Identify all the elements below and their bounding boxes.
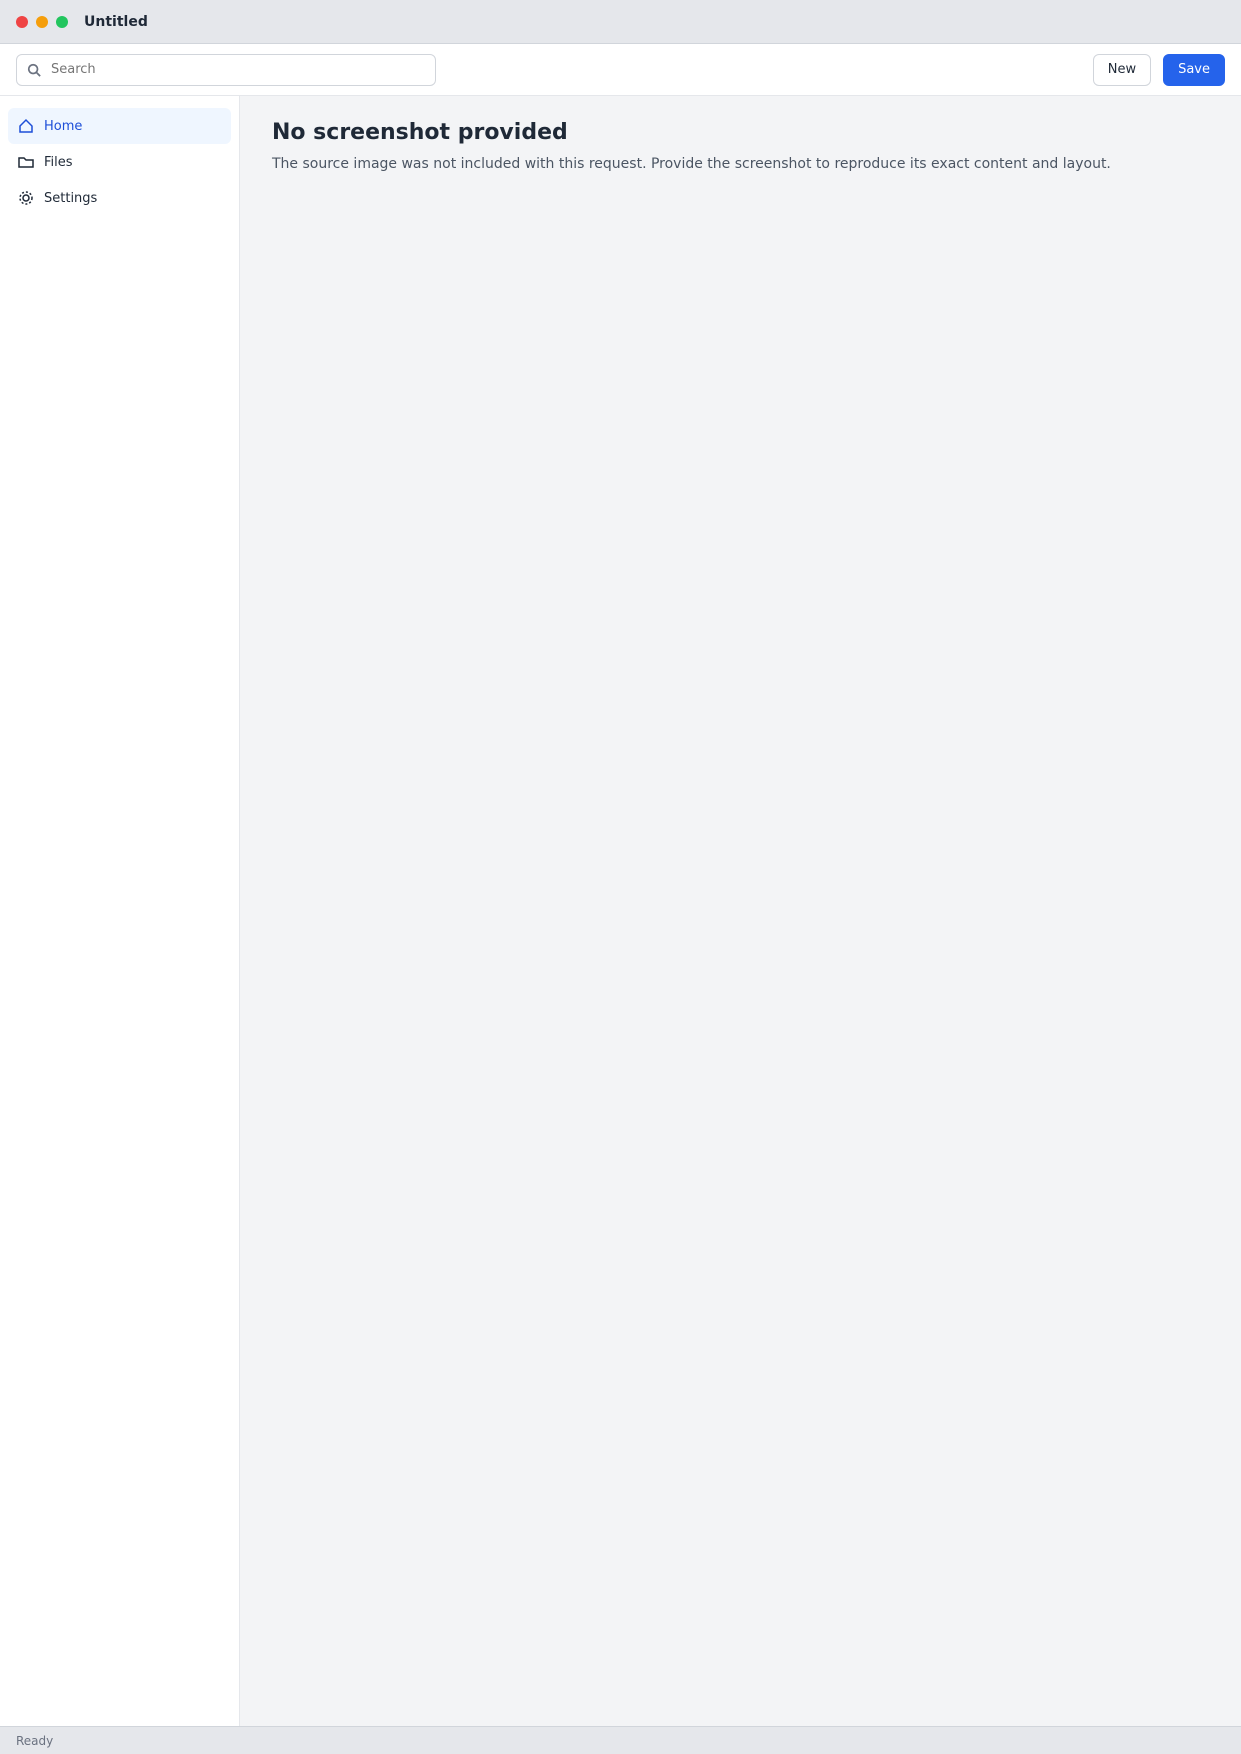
sidebar-item-files[interactable]	[8, 144, 231, 180]
minimize-window-button[interactable]	[36, 16, 48, 28]
search-icon	[27, 63, 41, 77]
maximize-window-button[interactable]	[56, 16, 68, 28]
title-bar	[0, 0, 1241, 44]
search-box[interactable]	[16, 54, 436, 86]
sidebar-item-label: Files	[44, 154, 73, 170]
folder-icon	[18, 154, 34, 170]
sidebar	[0, 96, 240, 1726]
gear-icon	[18, 190, 34, 206]
sidebar-item-label: Settings	[44, 190, 98, 206]
sidebar-item-home[interactable]	[8, 108, 231, 144]
sidebar-item-label: Home	[44, 118, 83, 134]
save-button[interactable]: Save	[1163, 54, 1225, 86]
main-panel	[240, 96, 1241, 1726]
status-text: Ready	[16, 1733, 54, 1748]
page-title: No screenshot provided	[272, 120, 568, 145]
home-icon	[18, 118, 34, 134]
search-input[interactable]	[49, 61, 425, 78]
content-area	[0, 96, 1241, 1726]
window-title: Untitled	[84, 13, 148, 30]
sidebar-item-settings[interactable]	[8, 180, 231, 216]
toolbar	[0, 44, 1241, 96]
window-controls	[16, 16, 68, 28]
status-bar	[0, 1726, 1241, 1754]
close-window-button[interactable]	[16, 16, 28, 28]
new-button[interactable]: New	[1093, 54, 1151, 86]
page-description: The source image was not included with this request. Provide the screenshot to reproduce its exact content and layout.	[272, 156, 1111, 172]
